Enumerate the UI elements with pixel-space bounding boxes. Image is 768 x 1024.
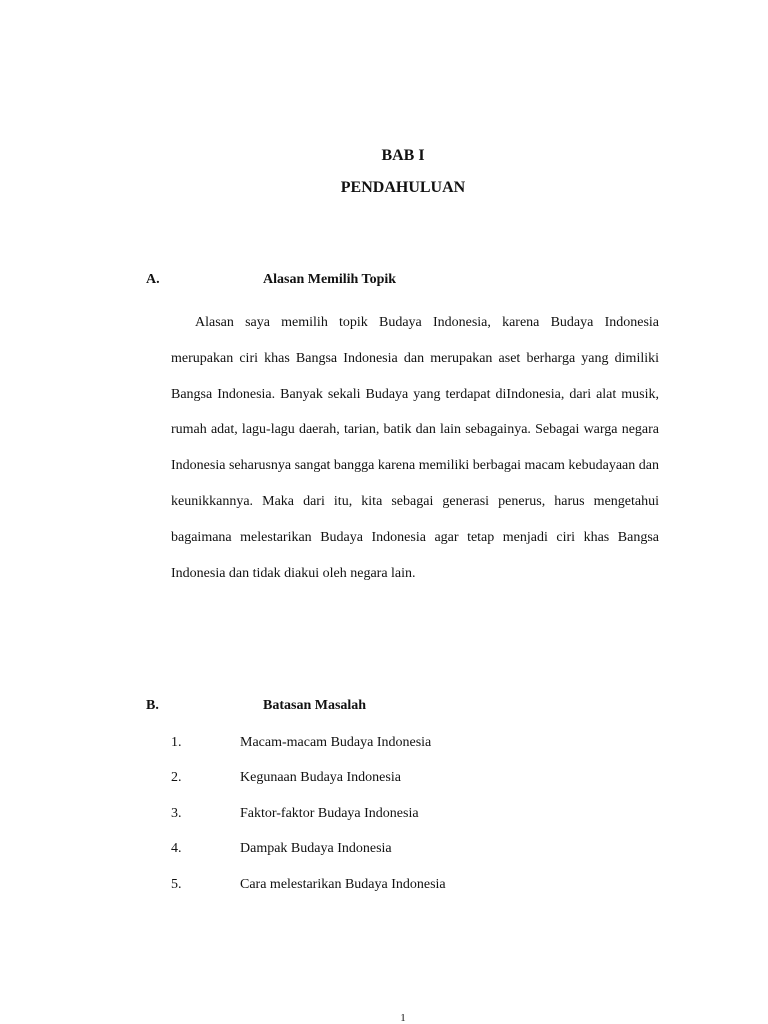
section-a-letter: A. [146, 272, 160, 287]
section-a-heading: Alasan Memilih Topik [263, 272, 397, 287]
list-item [171, 839, 446, 874]
list-item-number: 1. [171, 735, 182, 750]
chapter-subtitle: PENDAHULUAN [340, 179, 466, 196]
list-item-number: 5. [171, 876, 182, 892]
list-item [171, 875, 446, 910]
list-item-text: Cara melestarikan Budaya Indonesia [240, 876, 446, 892]
section-b-heading: Batasan Masalah [263, 698, 367, 713]
list-item [171, 804, 446, 839]
section-a-paragraph: Alasan saya memilih topik Budaya Indonesia, karena Budaya Indonesia merupakan ciri khas Bangsa Indonesia dan merupakan aset berharga yang dimiliki Bangsa Indonesia. Banyak sekali Budaya yang terdapat diIndonesia, dari alat musik, rumah adat, lagu-lagu daerah, tarian, batik dan lain sebagainya. Sebagai warga negara Indonesia seharusnya sangat bangga karena memiliki berbagai macam kebudayaan dan keunikkannya. Maka dari itu, kita sebagai generasi penerus, harus mengetahui bagaimana melestarikan Budaya Indonesia agar tetap menjadi ciri khas Bangsa Indonesia dan tidak diakui oleh negara lain. [171, 315, 659, 581]
list-item [171, 768, 446, 803]
list-item-text: Kegunaan Budaya Indonesia [240, 770, 401, 786]
list-item-text: Macam-macam Budaya Indonesia [240, 735, 432, 750]
list-item-number: 4. [171, 841, 182, 857]
list-item-text: Faktor-faktor Budaya Indonesia [240, 805, 419, 821]
section-b-letter: B. [146, 698, 159, 713]
list-item [171, 733, 446, 768]
list-item-text: Dampak Budaya Indonesia [240, 841, 392, 857]
list-item-number: 2. [171, 770, 182, 786]
list-item-number: 3. [171, 805, 182, 821]
page-number: 1 [400, 1012, 406, 1024]
problem-scope-list [171, 733, 446, 910]
chapter-title: BAB I [381, 147, 425, 164]
